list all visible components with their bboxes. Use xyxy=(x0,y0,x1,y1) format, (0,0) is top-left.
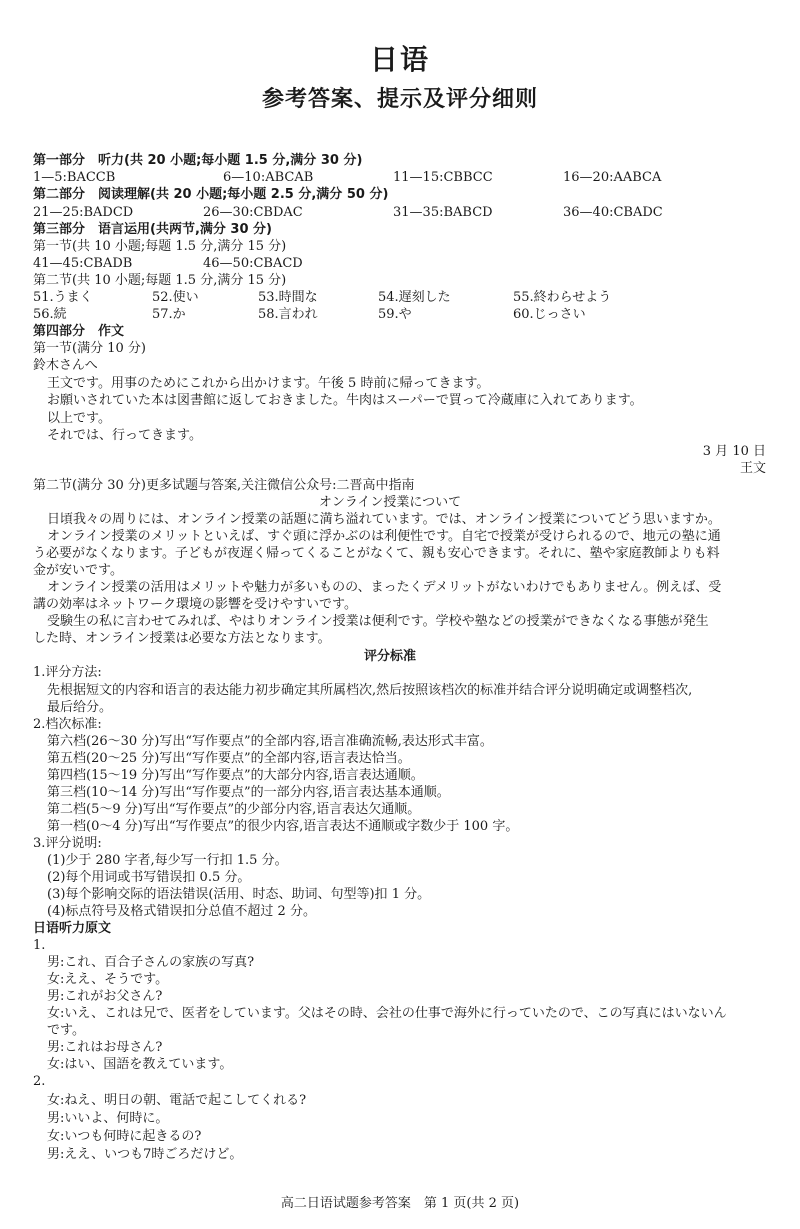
answer-item: 53.時間な xyxy=(258,290,318,305)
dialogue-line: 女:ええ、そうです。 xyxy=(47,972,169,987)
part2-answers xyxy=(33,204,773,221)
listening-heading: 日语听力原文 xyxy=(33,921,112,936)
part2-heading: 第二部分 阅读理解(共 20 小题;每小题 2.5 分,满分 50 分) xyxy=(33,187,389,202)
letter-line: お願いされていた本は図書館に返しておきました。牛肉はスーパーで買って冷蔵庫に入れてあります。 xyxy=(47,393,643,408)
page-footer: 高二日语试题参考答案 第 1 页(共 2 页) xyxy=(280,1196,520,1211)
dialogue-line: 男:いいよ、何時に。 xyxy=(47,1111,169,1126)
scoring-title: 评分标准 xyxy=(363,649,416,664)
note-line: (4)标点符号及格式错误扣分总值不超过 2 分。 xyxy=(47,904,316,919)
dialogue-line: 女:いつも何時に起きるの? xyxy=(47,1129,202,1144)
essay-line: オンライン授業のメリットといえば、すぐ頭に浮かぶのは利便性です。自宅で授業が受けられるので、地元の塾に通 xyxy=(47,529,721,544)
part3-sec2-row xyxy=(33,306,773,323)
letter-line: 以上です。 xyxy=(47,411,111,426)
answer-group: 46—50:CBACD xyxy=(203,256,303,271)
answer-group: 21—25:BADCD xyxy=(33,205,134,220)
letter-salutation: 鈴木さんへ xyxy=(33,358,98,373)
part1-answers xyxy=(33,169,773,186)
essay-line: 受験生の私に言わせてみれば、やはりオンライン授業は便利です。学校や塾などの授業ができなくなる事態が発生 xyxy=(47,614,709,629)
scoring-heading: 1.评分方法: xyxy=(33,665,102,680)
dialogue-line: 男:これはお母さん? xyxy=(47,1040,163,1055)
answer-group: 26—30:CBDAC xyxy=(203,205,303,220)
letter-line: 王文です。用事のためにこれから出かけます。午後 5 時前に帰ってきます。 xyxy=(47,376,490,391)
answer-group: 36—40:CBADC xyxy=(563,205,663,220)
essay-line: した時、オンライン授業は必要な方法となります。 xyxy=(33,631,331,646)
essay-line: 講の効率はネットワーク環境の影響を受けやすいです。 xyxy=(33,597,357,612)
answer-item: 57.か xyxy=(152,307,186,322)
answer-group: 41—45:CBADB xyxy=(33,256,133,271)
level-line: 第二档(5～9 分)写出“写作要点”的少部分内容,语言表达欠通顺。 xyxy=(47,802,421,817)
answer-group: 11—15:CBBCC xyxy=(393,170,493,185)
essay-line: う必要がなくなります。子どもが夜遅く帰ってくることがなくて、親も安心できます。それに、塾や家庭教師よりも料 xyxy=(33,546,720,561)
answer-item: 55.終わらせよう xyxy=(513,290,612,305)
essay-title: オンライン授業について xyxy=(318,495,462,510)
answer-item: 52.使い xyxy=(152,290,199,305)
part3-heading: 第三部分 语言运用(共两节,满分 30 分) xyxy=(33,222,272,237)
level-line: 第五档(20～25 分)写出“写作要点”的全部内容,语言表达恰当。 xyxy=(47,751,411,766)
part3-sec1-answers xyxy=(33,255,773,272)
answer-item: 51.うまく xyxy=(33,290,93,305)
level-line: 第三档(10～14 分)写出“写作要点”的一部分内容,语言表达基本通顺。 xyxy=(47,785,450,800)
answer-group: 6—10:ABCAB xyxy=(223,170,314,185)
letter-signature: 王文 xyxy=(739,461,766,476)
dialogue-line: 女:はい、国語を教えています。 xyxy=(47,1057,233,1072)
note-line: (2)每个用词或书写错误扣 0.5 分。 xyxy=(47,870,251,885)
dialogue-line: 男:これがお父さん? xyxy=(47,989,163,1004)
part3-sec2-heading: 第二节(共 10 小题;每题 1.5 分,满分 15 分) xyxy=(33,273,287,288)
answer-group: 16—20:AABCA xyxy=(563,170,662,185)
page-title: 日语 xyxy=(369,43,430,76)
answer-group: 31—35:BABCD xyxy=(393,205,493,220)
answer-group: 1—5:BACCB xyxy=(33,170,116,185)
answer-item: 58.言われ xyxy=(258,307,318,322)
part4-sec1-heading: 第一节(满分 10 分) xyxy=(33,341,146,356)
answer-item: 56.続 xyxy=(33,307,67,322)
level-line: 第一档(0～4 分)写出“写作要点”的很少内容,语言表达不通顺或字数少于 100 字。 xyxy=(47,819,519,834)
scoring-heading: 3.评分说明: xyxy=(33,836,102,851)
question-number: 2. xyxy=(33,1074,46,1089)
note-line: (3)每个影响交际的语法错误(活用、时态、助词、句型等)扣 1 分。 xyxy=(47,887,431,902)
question-number: 1. xyxy=(33,938,46,953)
level-line: 第四档(15～19 分)写出“写作要点”的大部分内容,语言表达通顺。 xyxy=(47,768,424,783)
answer-item: 60.じっさい xyxy=(513,307,586,322)
essay-line: オンライン授業の活用はメリットや魅力が多いものの、まったくデメリットがないわけでもありません。例えば、受 xyxy=(47,580,722,595)
dialogue-line: 男:ええ、いつも7時ごろだけど。 xyxy=(47,1147,243,1162)
answer-item: 59.や xyxy=(378,307,412,322)
letter-date: 3 月 10 日 xyxy=(702,444,766,459)
part4-heading: 第四部分 作文 xyxy=(33,324,125,339)
dialogue-line: 女:いえ、これは兄で、医者をしています。父はその時、会社の仕事で海外に行っていたので、この写真にはいないん xyxy=(47,1006,727,1021)
dialogue-line: です。 xyxy=(47,1023,85,1038)
dialogue-line: 男:これ、百合子さんの家族の写真? xyxy=(47,955,255,970)
level-line: 第六档(26～30 分)写出“写作要点”的全部内容,语言准确流畅,表达形式丰富。 xyxy=(47,734,493,749)
part4-sec2-heading: 第二节(满分 30 分)更多试题与答案,关注微信公众号:二晋高中指南 xyxy=(33,478,415,493)
scoring-heading: 2.档次标准: xyxy=(33,717,102,732)
letter-line: それでは、行ってきます。 xyxy=(47,428,202,443)
essay-line: 金が安いです。 xyxy=(33,563,123,578)
answer-item: 54.遅刻した xyxy=(378,290,451,305)
part3-sec2-row xyxy=(33,289,773,306)
part1-heading: 第一部分 听力(共 20 小题;每小题 1.5 分,满分 30 分) xyxy=(33,153,363,168)
essay-line: 日頃我々の周りには、オンライン授業の話題に満ち溢れています。では、オンライン授業についてどう思いますか。 xyxy=(47,512,721,527)
dialogue-line: 女:ねえ、明日の朝、電話で起こしてくれる? xyxy=(47,1093,307,1108)
part3-sec1-heading: 第一节(共 10 小题;每题 1.5 分,满分 15 分) xyxy=(33,239,287,254)
scoring-text: 最后给分。 xyxy=(47,700,113,715)
page-subtitle: 参考答案、提示及评分细则 xyxy=(261,87,538,112)
note-line: (1)少于 280 字者,每少写一行扣 1.5 分。 xyxy=(47,853,288,868)
scoring-text: 先根据短文的内容和语言的表达能力初步确定其所属档次,然后按照该档次的标准并结合评分说明确定或调整档次, xyxy=(47,683,693,698)
